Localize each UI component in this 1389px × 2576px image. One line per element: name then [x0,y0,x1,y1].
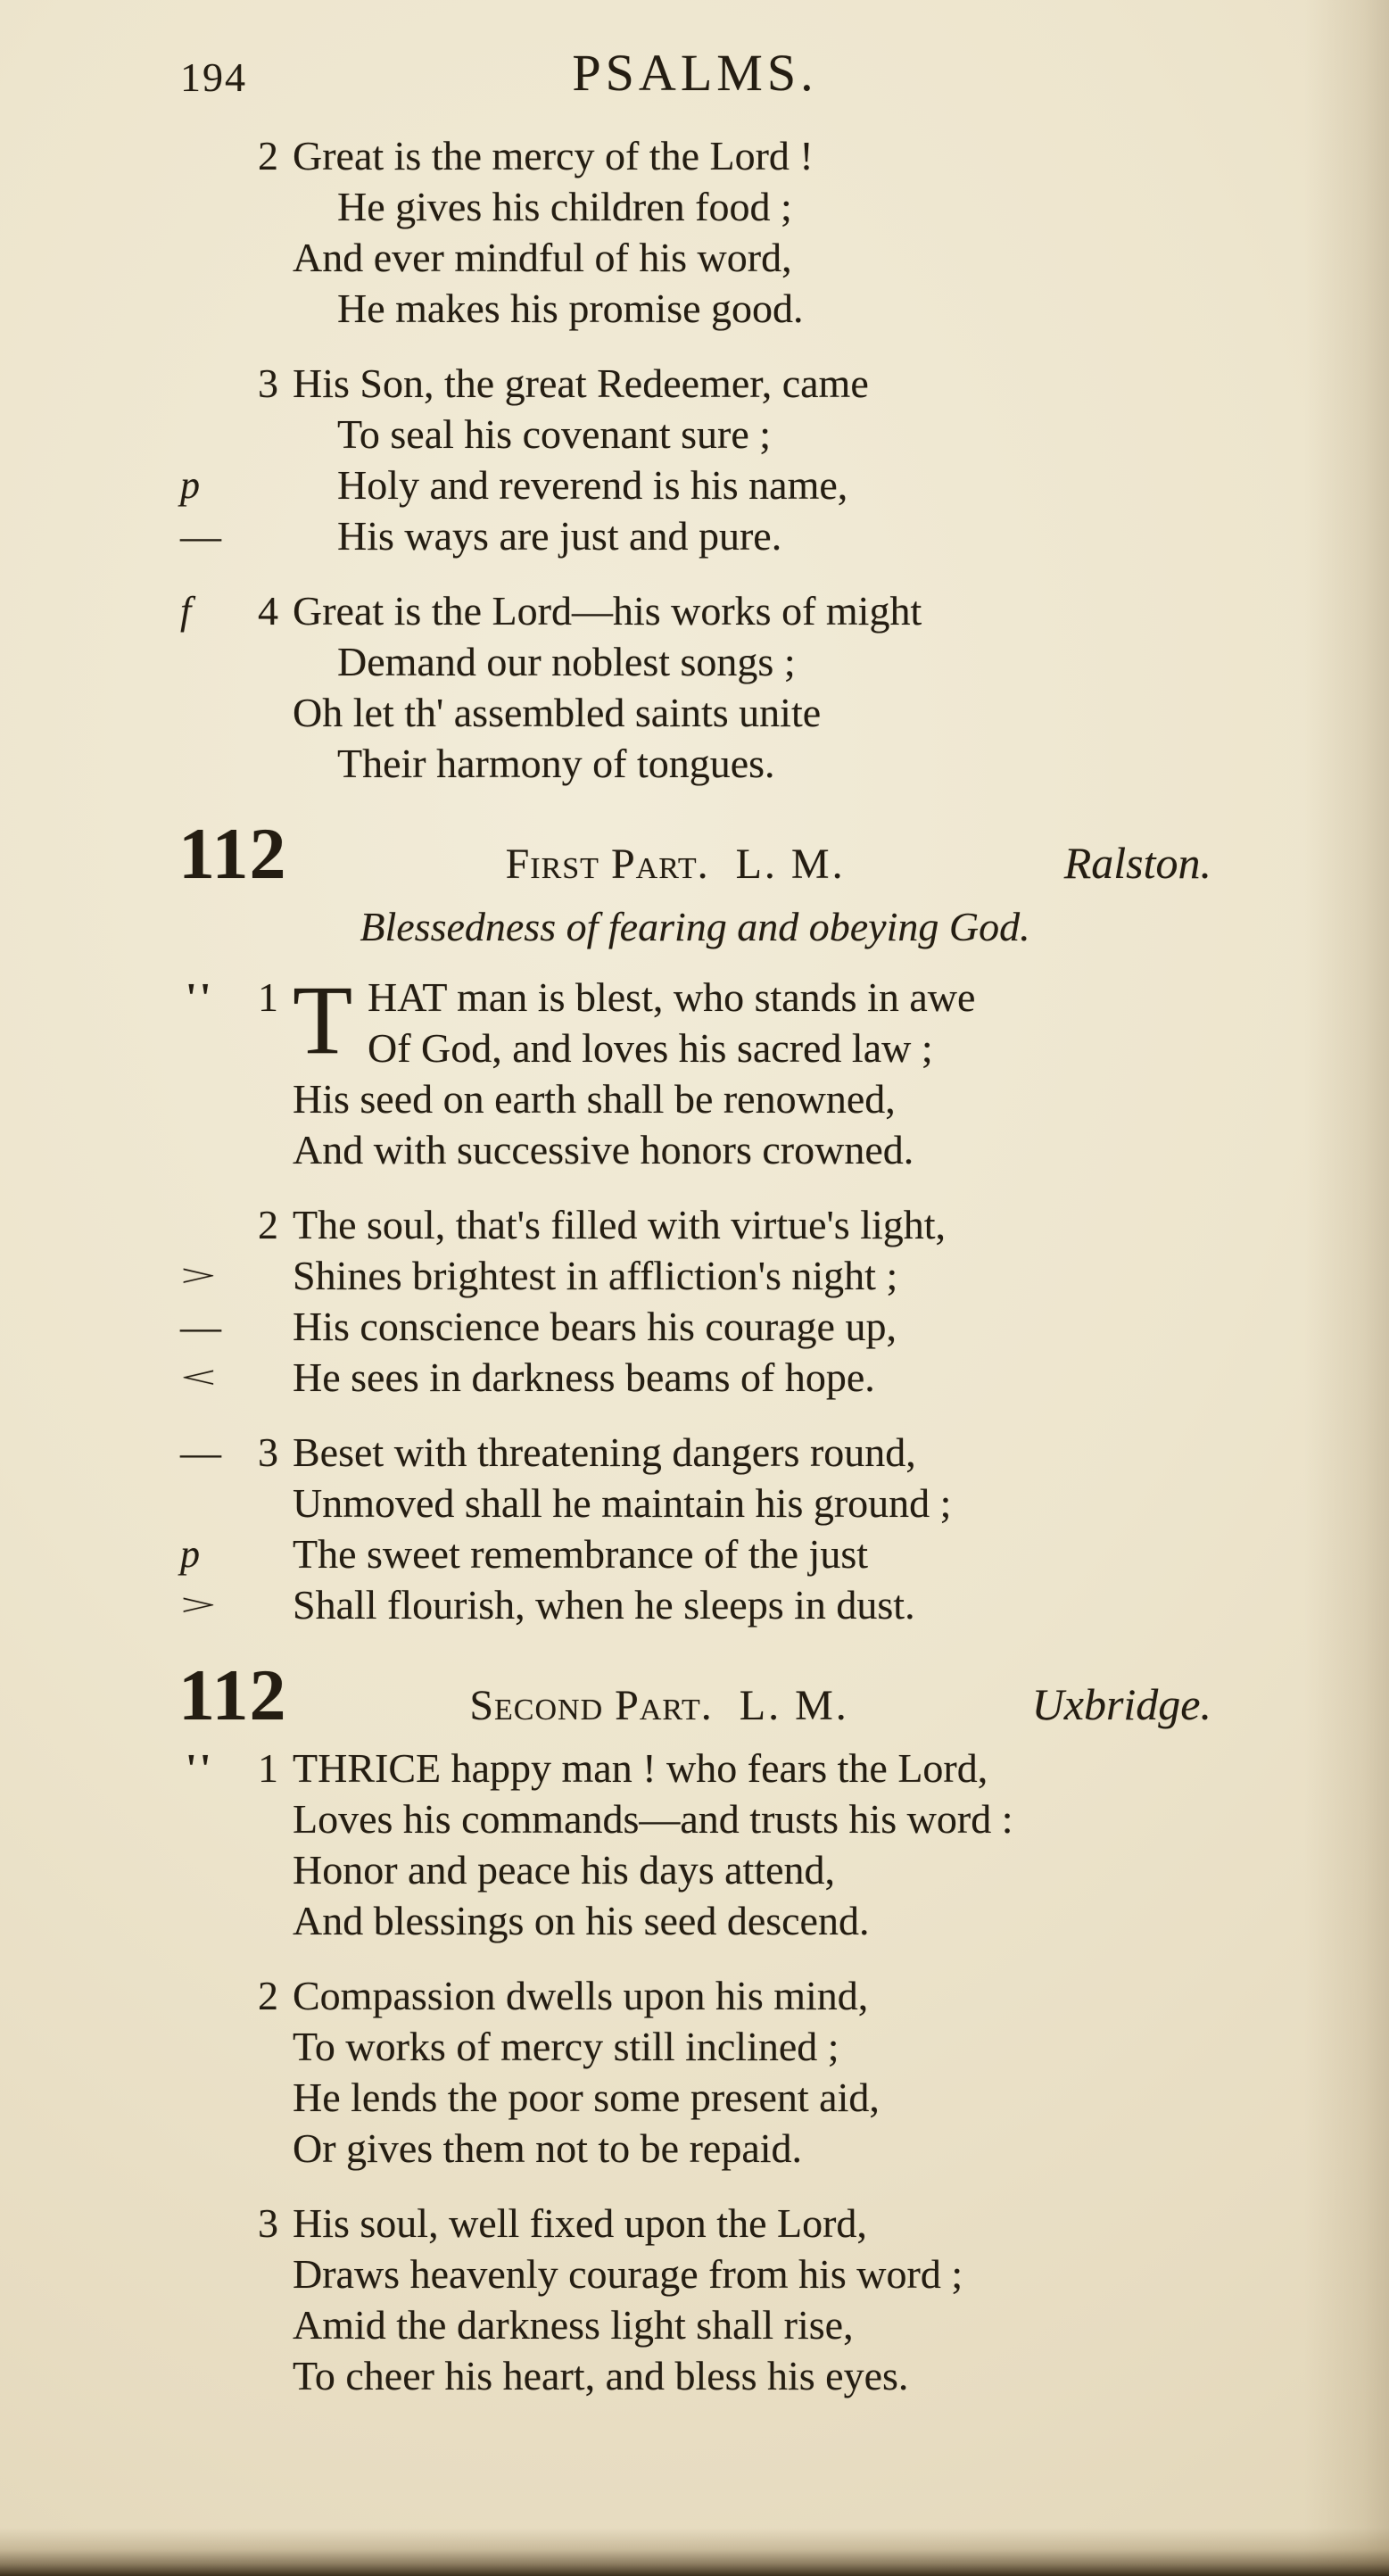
verse-text: And ever mindful of his word, [293,235,792,280]
verse-text: Beset with threatening dangers round, [293,1429,916,1475]
hymn-meter-label: L. M. [735,841,846,888]
verse-line [178,2072,1211,2123]
verse-line [178,232,1211,283]
verse-text: His soul, well fixed upon the Lord, [293,2200,867,2246]
stanza [178,2198,1211,2401]
verse-text: Honor and peace his days attend, [293,1847,836,1893]
hymn-tune-name: Uxbridge. [1031,1679,1211,1729]
expression-mark: — [180,1429,221,1475]
verse-text: Great is the Lord—his works of might [293,588,922,634]
verse-text: To seal his covenant sure ; [337,411,772,457]
verse-number: 2 [258,1202,278,1247]
verse-text: Compassion dwells upon his mind, [293,1973,869,2018]
verse-text: To cheer his heart, and bless his eyes. [293,2353,909,2398]
hymn-part-meter [286,1681,1031,1730]
hymn-subtitle: Blessedness of fearing and obeying God. [360,904,1030,949]
hymn-part-label: Second Part. [469,1682,713,1729]
expression-mark: f [180,589,192,633]
verse-line [178,130,1211,181]
verse-text: His Son, the great Redeemer, came [293,360,869,406]
running-head [178,41,1211,118]
verse-text: Draws heavenly courage from his word ; [293,2251,963,2297]
verse-number: 3 [258,360,278,406]
verse-line [178,1073,1211,1124]
verse-line [178,1579,1211,1630]
verse-text: His ways are just and pure. [337,513,782,559]
verse-line [178,1528,1211,1579]
stanza [178,1199,1211,1403]
verse-number: 1 [258,1745,278,1791]
verse-text: He gives his children food ; [337,184,792,229]
verse-text: He sees in darkness beams of hope. [293,1354,875,1400]
verse-text: He makes his promise good. [337,286,804,331]
verse-line [178,2123,1211,2174]
stanza [178,965,1211,1175]
verse-text: Holy and reverend is his name, [337,462,848,508]
hymn-heading [178,1654,1211,1735]
verse-text: His conscience bears his courage up, [293,1304,897,1349]
verse-line [178,687,1211,738]
hymn-part-meter [286,840,1063,889]
verse-line [178,358,1211,409]
verse-text: Their harmony of tongues. [337,741,775,786]
verse-text: To works of mercy still inclined ; [293,2024,839,2069]
verse-line [178,585,1211,636]
verse-line [178,1023,1211,1073]
verse-text: Loves his commands—and trusts his word : [293,1796,1013,1842]
expression-mark: p [180,463,200,507]
verse-line [178,1427,1211,1478]
verse-line [178,1793,1211,1844]
page-edge-shadow-right [1304,0,1389,2576]
verse-text: And blessings on his seed descend. [293,1898,870,1943]
hymn-meter-label: L. M. [739,1682,849,1729]
verse-text: His seed on earth shall be renowned, [293,1076,896,1122]
verse-line [178,1970,1211,2021]
hymn-number: 112 [178,1654,287,1735]
verse-number: 3 [258,1429,278,1475]
verse-line [178,1352,1211,1403]
expression-mark: — [180,1304,221,1349]
expression-mark: p [180,1532,200,1576]
verse-line [178,1743,1211,1793]
verse-text: Demand our noblest songs ; [337,639,796,684]
verse-text: Of God, and loves his sacred law ; [368,1025,933,1071]
hymn-number: 112 [178,813,287,894]
verse-number: 2 [258,133,278,178]
verse-text: HAT man is blest, who stands in awe [368,974,976,1020]
hymn-heading [178,813,1211,894]
verse-text: He lends the poor some present aid, [293,2075,880,2120]
stanza [178,585,1211,789]
expression-mark: '' [186,974,214,1020]
hymn-tune-name: Ralston. [1063,838,1211,888]
stanza [178,1743,1211,1946]
verse-line [178,1478,1211,1528]
verse-line [178,1250,1211,1301]
expression-mark: > [180,1258,217,1293]
expression-mark: > [180,1587,217,1622]
verse-text: Amid the darkness light shall rise, [293,2302,854,2348]
stanza [178,1970,1211,2174]
verse-line [178,2249,1211,2299]
verse-number: 4 [258,588,278,634]
hymn-part-label: First Part. [505,841,709,888]
verse-number: 3 [258,2200,278,2246]
stanza [178,1427,1211,1630]
verse-text: Or gives them not to be repaid. [293,2125,803,2171]
verse-text: Oh let th' assembled saints unite [293,690,822,735]
verse-line [178,181,1211,232]
verse-line [178,1844,1211,1895]
verse-text: Shines brightest in affliction's night ; [293,1253,898,1298]
expression-mark: '' [186,1745,214,1791]
verse-line [178,2299,1211,2350]
verse-text: Great is the mercy of the Lord ! [293,133,814,178]
stanza [178,130,1211,334]
verse-line [178,460,1211,510]
hymn-content [178,130,1211,2401]
verse-line [178,1199,1211,1250]
verse-line [178,283,1211,334]
verse-text: And with successive honors crowned. [293,1127,914,1172]
verse-line [178,2021,1211,2072]
verse-text: The soul, that's filled with virtue's light, [293,1202,947,1247]
verse-line [178,738,1211,789]
verse-text: THRICE happy man ! who fears the Lord, [293,1745,988,1791]
verse-line [178,510,1211,561]
expression-mark: < [180,1360,217,1395]
verse-line [178,972,1211,1023]
expression-mark: — [180,513,221,559]
page-number: 194 [180,54,247,100]
page-edge-shadow-bottom [0,2528,1389,2576]
verse-text: The sweet remembrance of the just [293,1531,869,1577]
verse-line [178,1124,1211,1175]
verse-text: Unmoved shall he maintain his ground ; [293,1480,952,1526]
verse-line [178,1895,1211,1946]
verse-line [178,1301,1211,1352]
verse-line [178,409,1211,460]
verse-number: 1 [258,974,278,1020]
stanza [178,358,1211,561]
verse-text: Shall flourish, when he sleeps in dust. [293,1582,915,1628]
running-title: PSALMS. [572,44,818,102]
book-page [178,41,1211,2425]
verse-line [178,636,1211,687]
verse-number: 2 [258,1973,278,2018]
verse-line [178,2350,1211,2401]
verse-line [178,2198,1211,2249]
drop-cap-letter: T [293,965,353,1074]
